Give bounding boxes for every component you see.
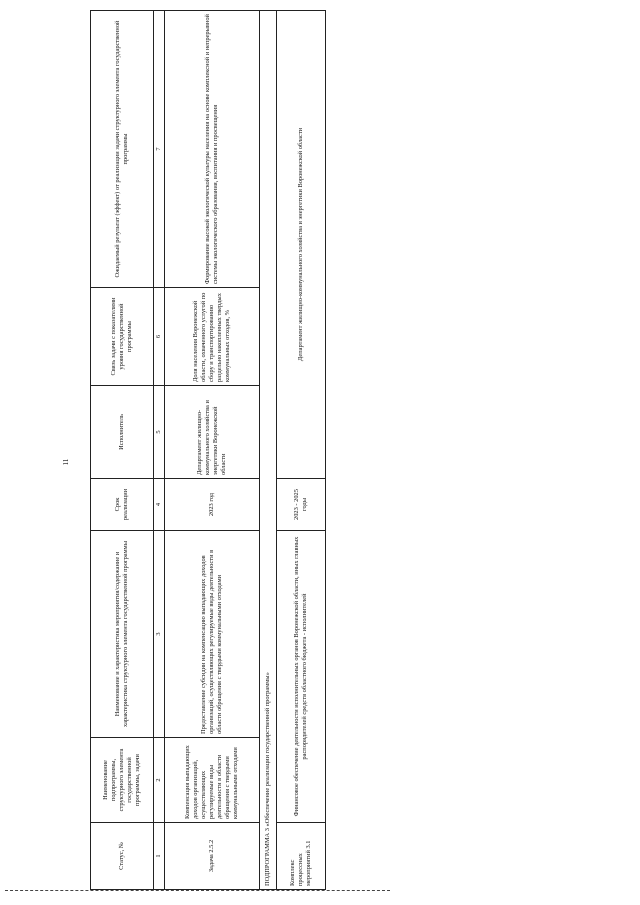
complex-description: Финансовое обеспечение деятельности исполнительных органов Воронежской области, иных главных распорядителей средств областного бюджета - исполнителей — [277, 531, 326, 823]
task-executor: Департамент жилищно-коммунального хозяйства и энергетики Воронежской области — [165, 386, 260, 479]
header-link: Связь задачи с показателями уровня государственной программы — [91, 288, 154, 386]
header-result: Ожидаемый результат (эффект) от реализации задачи структурного элемента государственной программы — [91, 11, 154, 288]
header-name: Наименование подпрограммы, структурного элемента государственной программы, задачи — [91, 738, 154, 823]
table-header-row — [91, 11, 154, 890]
column-number-row — [154, 11, 165, 890]
task-link: Доля населения Воронежской области, охваченного услугой по сбору и транспортированию раздельно накопленных твердых коммунальных отходов, % — [165, 288, 260, 386]
complex-executor: Департамент жилищно-коммунального хозяйства и энергетики Воронежской области — [277, 11, 326, 479]
column-number: 7 — [154, 11, 165, 288]
column-number: 1 — [154, 823, 165, 890]
subprogram-row — [260, 11, 277, 890]
header-executor: Исполнитель — [91, 386, 154, 479]
program-table — [90, 10, 326, 890]
column-number: 3 — [154, 531, 165, 738]
complex-status: Комплекс процессных мероприятий 3.1 — [277, 823, 326, 890]
task-status: Задача 2.5.2 — [165, 823, 260, 890]
header-description: Наименование и характеристика мероприятия/содержание и характеристика структурного элемента государственной программы — [91, 531, 154, 738]
page-number: 11 — [62, 458, 70, 466]
subprogram-title: ПОДПРОГРАММА 3 «Обеспечение реализации государственной программы» — [260, 11, 277, 890]
task-term: 2023 год — [165, 479, 260, 531]
complex-term: 2023 - 2025 годы — [277, 479, 326, 531]
task-result: Формирование высокой экологической культуры населения на основе комплексной и непрерывной системы экологического образования, воспитания и просвещения — [165, 11, 260, 288]
header-term: Срок реализации — [91, 479, 154, 531]
task-description: Предоставление субсидии на компенсацию выпадающих доходов организаций, осуществляющих регулируемые виды деятельности в области обращения с твердыми коммунальными отходами — [165, 531, 260, 738]
column-number: 2 — [154, 738, 165, 823]
bottom-divider — [5, 890, 390, 891]
rotated-page-content — [90, 10, 318, 890]
complex-row — [277, 11, 326, 890]
column-number: 6 — [154, 288, 165, 386]
column-number: 5 — [154, 386, 165, 479]
header-status: Статус, № — [91, 823, 154, 890]
task-name: Компенсация выпадающих доходов организаций, осуществляющих регулируемые виды деятельности в области обращения с твердыми коммунальными отходами — [165, 738, 260, 823]
task-row — [165, 11, 260, 890]
column-number: 4 — [154, 479, 165, 531]
